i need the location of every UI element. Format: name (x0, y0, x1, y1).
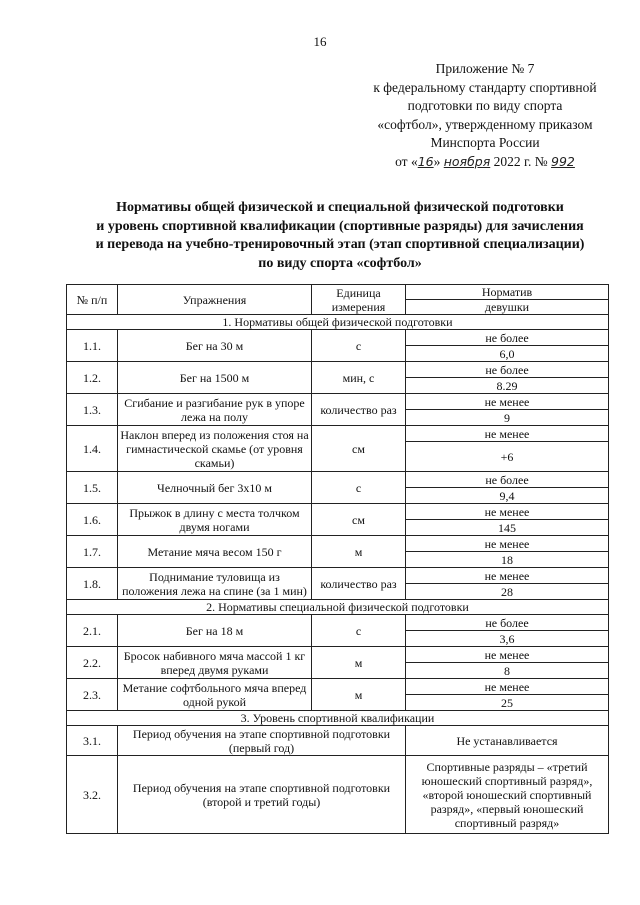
row-unit: мин, с (312, 362, 406, 394)
row-number: 2.1. (67, 615, 118, 647)
date-day: 16 (417, 153, 434, 169)
table-row (67, 679, 609, 695)
row-unit: м (312, 536, 406, 568)
row-number: 1.3. (67, 394, 118, 426)
table-row (67, 362, 609, 378)
row-value: 28 (406, 584, 609, 600)
table-row (67, 472, 609, 488)
row-value: 8 (406, 663, 609, 679)
table-row (67, 394, 609, 410)
row-unit: количество раз (312, 394, 406, 426)
date-month: ноября (443, 153, 491, 169)
row-value: 9 (406, 410, 609, 426)
section-row (67, 711, 609, 726)
table-row (67, 536, 609, 552)
appendix-line-3: подготовки по виду спорта (407, 98, 563, 113)
header-num: № п/п (67, 285, 118, 315)
appendix-line-1: Приложение № 7 (435, 61, 535, 76)
qual-requirement: Спортивные разряды – «третий юношеский спортивный разряд», «второй юношеский спортивный разряд», «первый юношеский спортивный разряд» (406, 756, 609, 834)
document-title (60, 199, 620, 273)
section-3-title: 3. Уровень спортивной квалификации (67, 711, 609, 726)
title-line-2: и уровень спортивной квалификации (спортивные разряды) для зачисления (96, 218, 584, 234)
qual-number: 3.1. (67, 726, 118, 756)
section-row (67, 315, 609, 330)
row-number: 2.2. (67, 647, 118, 679)
row-condition: не менее (406, 679, 609, 695)
appendix-block (340, 60, 630, 171)
row-exercise: Бег на 30 м (118, 330, 312, 362)
row-number: 1.6. (67, 504, 118, 536)
row-condition: не менее (406, 426, 609, 442)
qualification-row (67, 756, 609, 834)
header-exercise: Упражнения (118, 285, 312, 315)
row-value: 25 (406, 695, 609, 711)
row-exercise: Прыжок в длину с места толчком двумя ногами (118, 504, 312, 536)
header-row (67, 285, 609, 300)
row-unit: м (312, 679, 406, 711)
row-value: 9,4 (406, 488, 609, 504)
row-condition: не менее (406, 394, 609, 410)
date-number: 992 (551, 153, 575, 169)
row-exercise: Поднимание туловища из положения лежа на спине (за 1 мин) (118, 568, 312, 600)
appendix-line-2: к федеральному стандарту спортивной (373, 79, 597, 95)
row-exercise: Бросок набивного мяча массой 1 кг вперед двумя руками (118, 647, 312, 679)
table-row (67, 647, 609, 663)
appendix-date-line (340, 153, 630, 172)
qual-period: Период обучения на этапе спортивной подготовки (первый год) (118, 726, 406, 756)
table-row (67, 426, 609, 442)
appendix-line-5: Минспорта России (430, 135, 540, 150)
title-line-4: по виду спорта «софтбол» (258, 255, 422, 271)
appendix-line-4: «софтбол», утвержденному приказом (377, 116, 593, 132)
title-line-3: и перевода на учебно-тренировочный этап (этап спортивной специализации) (95, 237, 585, 252)
row-number: 1.5. (67, 472, 118, 504)
header-norm: Норматив (406, 285, 609, 300)
qual-period: Период обучения на этапе спортивной подготовки (второй и третий годы) (118, 756, 406, 834)
row-condition: не менее (406, 568, 609, 584)
row-unit: количество раз (312, 568, 406, 600)
row-exercise: Челночный бег 3х10 м (118, 472, 312, 504)
header-unit: Единица измерения (312, 285, 406, 315)
row-value: 145 (406, 520, 609, 536)
row-exercise: Бег на 1500 м (118, 362, 312, 394)
row-number: 2.3. (67, 679, 118, 711)
section-1-title: 1. Нормативы общей физической подготовки (67, 315, 609, 330)
row-unit: с (312, 330, 406, 362)
row-unit: с (312, 615, 406, 647)
qual-requirement: Не устанавливается (406, 726, 609, 756)
row-condition: не более (406, 472, 609, 488)
row-condition: не менее (406, 647, 609, 663)
row-exercise: Бег на 18 м (118, 615, 312, 647)
table-row (67, 568, 609, 584)
row-number: 1.4. (67, 426, 118, 472)
section-row (67, 600, 609, 615)
row-exercise: Наклон вперед из положения стоя на гимнастической скамье (от уровня скамьи) (118, 426, 312, 472)
table-row (67, 504, 609, 520)
qual-number: 3.2. (67, 756, 118, 834)
row-exercise: Метание софтбольного мяча вперед одной рукой (118, 679, 312, 711)
norms-table (66, 284, 609, 834)
row-value: 18 (406, 552, 609, 568)
row-condition: не более (406, 362, 609, 378)
row-condition: не более (406, 330, 609, 346)
row-number: 1.7. (67, 536, 118, 568)
date-year: 2022 г. № (490, 153, 552, 169)
row-unit: см (312, 504, 406, 536)
qualification-row (67, 726, 609, 756)
section-2-title: 2. Нормативы специальной физической подготовки (67, 600, 609, 615)
row-value: 3,6 (406, 631, 609, 647)
row-number: 1.8. (67, 568, 118, 600)
row-value: 8.29 (406, 378, 609, 394)
row-unit: м (312, 647, 406, 679)
row-exercise: Метание мяча весом 150 г (118, 536, 312, 568)
row-exercise: Сгибание и разгибание рук в упоре лежа на полу (118, 394, 312, 426)
table-row (67, 330, 609, 346)
header-girls: девушки (406, 300, 609, 315)
date-prefix: от « (395, 153, 418, 169)
row-value: +6 (406, 442, 609, 472)
date-mid: » (433, 153, 444, 169)
row-condition: не более (406, 615, 609, 631)
row-unit: см (312, 426, 406, 472)
row-condition: не менее (406, 536, 609, 552)
table-row (67, 615, 609, 631)
row-value: 6,0 (406, 346, 609, 362)
row-number: 1.2. (67, 362, 118, 394)
row-unit: с (312, 472, 406, 504)
row-condition: не менее (406, 504, 609, 520)
row-number: 1.1. (67, 330, 118, 362)
title-line-1: Нормативы общей физической и специальной физической подготовки (116, 200, 564, 215)
page-number: 16 (313, 34, 327, 49)
